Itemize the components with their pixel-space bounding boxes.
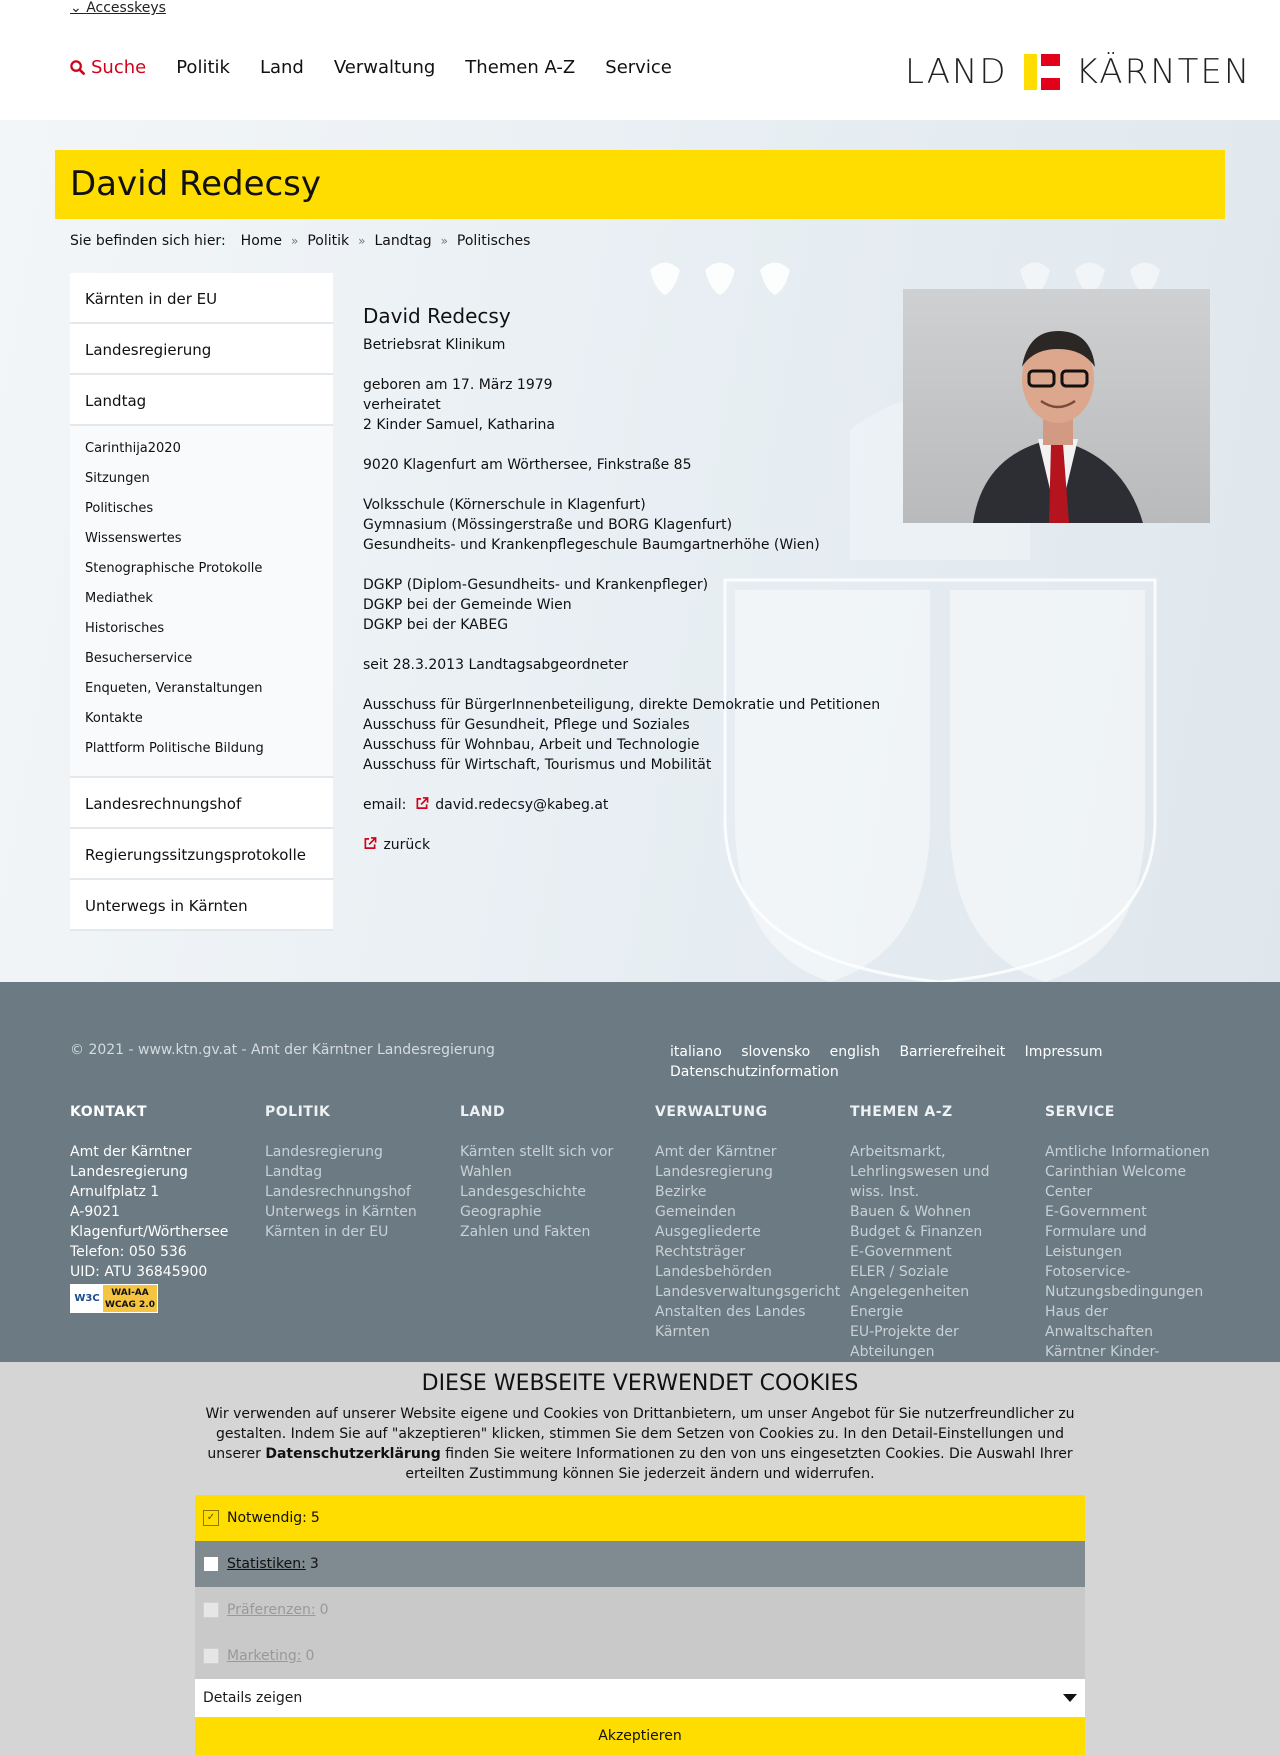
committee-line: Ausschuss für Gesundheit, Pflege und Soziales — [363, 717, 690, 733]
cookie-option-count: 5 — [310, 1510, 320, 1526]
education-line: Gymnasium (Mössingerstraße und BORG Klagenfurt) — [363, 517, 733, 533]
nav-search[interactable] — [70, 57, 146, 78]
profile-marital: verheiratet — [363, 397, 441, 413]
portrait-image — [903, 289, 1210, 523]
accesskeys-label: Accesskeys — [86, 0, 166, 16]
committee-line: Ausschuss für BürgerInnenbeteiligung, direkte Demokratie und Petitionen — [363, 697, 881, 713]
nav-search-label: Suche — [91, 57, 147, 78]
privacy-policy-link[interactable]: Datenschutzerklärung — [265, 1446, 441, 1462]
submenu-item[interactable]: Stenographische Protokolle — [85, 561, 263, 576]
contact-line: Klagenfurt/Wörthersee — [70, 1224, 229, 1240]
footer-item[interactable]: Unterwegs in Kärnten — [265, 1204, 417, 1220]
nav-themen[interactable]: Themen A-Z — [465, 57, 576, 78]
submenu-item[interactable]: Historisches — [85, 621, 165, 636]
profile-photo — [903, 289, 1210, 523]
footer-item[interactable]: Abteilungen — [850, 1344, 935, 1360]
cookie-banner — [0, 1362, 1280, 1755]
site-footer — [0, 982, 1280, 1362]
footer-item[interactable]: Amtliche Informationen — [1045, 1144, 1210, 1160]
profile-birth: geboren am 17. März 1979 — [363, 377, 553, 393]
email-link[interactable]: david.redecsy@kabeg.at — [435, 797, 609, 813]
committee-line: Ausschuss für Wohnbau, Arbeit und Technologie — [363, 737, 700, 753]
search-icon — [70, 60, 85, 75]
breadcrumb-home[interactable]: Home — [240, 233, 283, 249]
details-toggle[interactable] — [195, 1679, 1085, 1717]
cookie-option-label: Notwendig: — [227, 1510, 307, 1526]
footer-item[interactable]: Landesbehörden — [655, 1264, 772, 1280]
email-label: email: — [363, 797, 407, 813]
footer-item[interactable]: Kärnten stellt sich vor — [460, 1144, 614, 1160]
footer-service — [1045, 1102, 1235, 1362]
breadcrumb-landtag[interactable]: Landtag — [374, 233, 432, 249]
footer-item[interactable]: Budget & Finanzen — [850, 1224, 983, 1240]
sidebar-item-protokolle[interactable]: Regierungssitzungsprotokolle — [70, 829, 333, 880]
wcag-badge[interactable] — [70, 1284, 158, 1313]
nav-land[interactable]: Land — [259, 57, 304, 78]
footer-verwaltung — [655, 1102, 845, 1342]
main-nav — [70, 57, 672, 78]
sidebar-nav — [70, 273, 333, 931]
footer-heading: KONTAKT — [70, 1104, 148, 1120]
committee-line: Ausschuss für Wirtschaft, Tourismus und Mobilität — [363, 757, 712, 773]
footer-item[interactable]: Geographie — [460, 1204, 542, 1220]
accept-button[interactable]: Akzeptieren — [195, 1717, 1085, 1755]
footer-item[interactable]: Angelegenheiten — [850, 1284, 970, 1300]
footer-item[interactable]: EU-Projekte der — [850, 1324, 959, 1340]
site-header — [0, 0, 1280, 120]
education-line: Volksschule (Körnerschule in Klagenfurt) — [363, 497, 646, 513]
footer-item[interactable]: Gemeinden — [655, 1204, 736, 1220]
cookie-option-statistics[interactable] — [195, 1541, 1085, 1587]
sidebar-item-landesrechnungshof[interactable]: Landesrechnungshof — [70, 778, 333, 829]
footer-themen — [850, 1102, 1040, 1362]
footer-item[interactable]: Fotoservice- — [1045, 1264, 1131, 1280]
contact-line: Amt der Kärntner — [70, 1144, 192, 1160]
sidebar-item-unterwegs[interactable]: Unterwegs in Kärnten — [70, 880, 333, 931]
footer-land — [460, 1102, 650, 1242]
footer-item[interactable]: Bezirke — [655, 1184, 707, 1200]
sidebar-item-landesregierung[interactable]: Landesregierung — [70, 324, 333, 375]
main-area — [0, 120, 1280, 982]
profile-role: Betriebsrat Klinikum — [363, 337, 506, 353]
cookie-title: DIESE WEBSEITE VERWENDET COOKIES — [421, 1371, 859, 1396]
checkbox-icon[interactable] — [203, 1602, 219, 1618]
logo-land: LAND — [905, 52, 1008, 92]
site-logo[interactable] — [905, 52, 1251, 92]
career-line: DGKP bei der Gemeinde Wien — [363, 597, 572, 613]
external-link-icon — [363, 837, 377, 850]
cookie-text-part: finden Sie weitere Informationen zu den von uns eingesetzten Cookies. Die Auswahl Ihrer erteilten Zustimmung können Sie jederzeit ändern und widerrufen. — [405, 1446, 1073, 1482]
footer-copyright: © 2021 - www.ktn.gv.at - Amt der Kärntner Landesregierung — [70, 1042, 495, 1058]
footer-link[interactable]: english — [829, 1044, 880, 1060]
back-link[interactable] — [363, 835, 883, 855]
checkbox-icon[interactable] — [203, 1556, 219, 1572]
checkbox-checked-icon[interactable]: ✓ — [203, 1510, 219, 1526]
footer-item[interactable]: Rechtsträger — [655, 1244, 746, 1260]
sidebar-item-landtag[interactable]: Landtag — [70, 375, 333, 426]
breadcrumb-politisches[interactable]: Politisches — [456, 233, 531, 249]
cookie-option-marketing[interactable] — [195, 1633, 1085, 1679]
profile-children: 2 Kinder Samuel, Katharina — [363, 417, 555, 433]
footer-item[interactable]: Haus der — [1045, 1304, 1108, 1320]
footer-item[interactable]: Energie — [850, 1304, 904, 1320]
contact-line: Telefon: 050 536 — [70, 1244, 187, 1260]
chevron-right-icon: » — [440, 234, 448, 248]
cookie-text — [195, 1404, 1085, 1484]
education-line: Gesundheits- und Krankenpflegeschule Baumgartnerhöhe (Wien) — [363, 537, 820, 553]
contact-line: Landesregierung — [70, 1164, 188, 1180]
sidebar-item-eu[interactable]: Kärnten in der EU — [70, 273, 333, 324]
footer-item[interactable]: Landesrechnungshof — [265, 1184, 411, 1200]
footer-link[interactable]: Barrierefreiheit — [899, 1044, 1006, 1060]
chevron-right-icon: » — [358, 234, 366, 248]
footer-link[interactable]: Impressum — [1024, 1044, 1103, 1060]
submenu-item[interactable]: Enqueten, Veranstaltungen — [85, 681, 263, 696]
back-label: zurück — [383, 837, 431, 853]
cookie-option-preferences[interactable] — [195, 1587, 1085, 1633]
w3c-icon: W3C — [71, 1285, 103, 1312]
cookie-option-count: 0 — [319, 1602, 329, 1618]
submenu-item[interactable]: Sitzungen — [85, 471, 150, 486]
footer-item[interactable]: Nutzungsbedingungen — [1045, 1284, 1204, 1300]
footer-item[interactable]: wiss. Inst. — [850, 1184, 920, 1200]
accesskeys-link[interactable]: ⌄ Accesskeys — [70, 0, 166, 16]
footer-item[interactable]: Center — [1045, 1184, 1093, 1200]
submenu-item[interactable]: Carinthija2020 — [85, 441, 181, 456]
submenu-item[interactable]: Mediathek — [85, 591, 153, 606]
footer-item[interactable]: E-Government — [1045, 1204, 1147, 1220]
footer-item[interactable]: Amt der Kärntner — [655, 1144, 777, 1160]
flag-icon — [1024, 54, 1060, 90]
page-banner — [55, 150, 1225, 219]
contact-line: A-9021 — [70, 1204, 120, 1220]
footer-item[interactable]: Landesgeschichte — [460, 1184, 586, 1200]
nav-politik[interactable]: Politik — [176, 57, 230, 78]
chevron-right-icon: » — [291, 234, 299, 248]
footer-item[interactable]: Carinthian Welcome — [1045, 1164, 1187, 1180]
cookie-option-count: 0 — [305, 1648, 315, 1664]
breadcrumb — [70, 233, 530, 249]
cookie-option-label[interactable]: Statistiken: — [227, 1556, 306, 1572]
checkbox-icon[interactable] — [203, 1648, 219, 1664]
footer-item[interactable]: Bauen & Wohnen — [850, 1204, 972, 1220]
footer-link[interactable]: slovensko — [741, 1044, 811, 1060]
footer-item[interactable]: Kärntner Kinder- — [1045, 1344, 1160, 1360]
footer-item[interactable]: Landesregierung — [655, 1164, 773, 1180]
contact-line: Arnulfplatz 1 — [70, 1184, 160, 1200]
footer-item[interactable]: Arbeitsmarkt, — [850, 1144, 946, 1160]
footer-item[interactable]: Landtag — [265, 1164, 323, 1180]
footer-heading: POLITIK — [265, 1104, 331, 1120]
footer-link[interactable]: italiano — [670, 1044, 722, 1060]
submenu-item[interactable]: Plattform Politische Bildung — [85, 741, 264, 756]
footer-item[interactable]: Lehrlingswesen und — [850, 1164, 990, 1180]
page-title: David Redecsy — [70, 164, 322, 204]
footer-item[interactable]: Formulare und — [1045, 1224, 1147, 1240]
email-row — [363, 795, 883, 815]
submenu-item[interactable]: Besucherservice — [85, 651, 193, 666]
cookie-option-label[interactable]: Präferenzen: — [227, 1602, 316, 1618]
footer-item[interactable]: Zahlen und Fakten — [460, 1224, 591, 1240]
footer-item[interactable]: Anwaltschaften — [1045, 1324, 1153, 1340]
profile-since: seit 28.3.2013 Landtagsabgeordneter — [363, 657, 629, 673]
cookie-text-part: Wir verwenden auf unserer Website eigene und Cookies von Drittanbietern, um unser Angebot für Sie nutzerfreundlicher zu gestalten. Indem Sie auf "akzeptieren" klicken, stimmen Sie dem Setzen von Cookies zu. In den Detail-Einstellungen und unserer — [205, 1406, 1075, 1462]
footer-item[interactable]: Leistungen — [1045, 1244, 1122, 1260]
contact-line: UID: ATU 36845900 — [70, 1264, 208, 1280]
footer-item[interactable]: Anstalten des Landes — [655, 1304, 806, 1320]
submenu-item[interactable]: Politisches — [85, 501, 154, 516]
footer-item[interactable]: ELER / Soziale — [850, 1264, 949, 1280]
logo-kaernten: KÄRNTEN — [1075, 52, 1252, 92]
footer-item[interactable]: Landesregierung — [265, 1144, 383, 1160]
caret-down-icon — [1063, 1694, 1077, 1702]
footer-heading: VERWALTUNG — [655, 1104, 768, 1120]
sidebar-submenu — [70, 426, 333, 778]
career-line: DGKP (Diplom-Gesundheits- und Krankenpfleger) — [363, 577, 709, 593]
external-link-icon — [415, 797, 429, 810]
profile-content — [363, 303, 883, 855]
submenu-item[interactable]: Wissenswertes — [85, 531, 182, 546]
profile-name: David Redecsy — [363, 304, 511, 328]
career-line: DGKP bei der KABEG — [363, 617, 509, 633]
footer-heading: SERVICE — [1045, 1104, 1115, 1120]
breadcrumb-label: Sie befinden sich hier: — [70, 233, 226, 249]
footer-contact — [70, 1102, 260, 1313]
footer-item[interactable]: Wahlen — [460, 1164, 512, 1180]
cookie-option-count: 3 — [309, 1556, 319, 1572]
nav-verwaltung[interactable]: Verwaltung — [333, 57, 436, 78]
footer-item[interactable]: Ausgegliederte — [655, 1224, 761, 1240]
profile-address: 9020 Klagenfurt am Wörthersee, Finkstraße 85 — [363, 457, 692, 473]
footer-item[interactable]: Landesverwaltungsgericht — [655, 1284, 841, 1300]
footer-item[interactable]: Kärnten — [655, 1324, 710, 1340]
breadcrumb-politik[interactable]: Politik — [307, 233, 350, 249]
wcag-label: WAI-AA WCAG 2.0 — [103, 1285, 157, 1312]
submenu-item[interactable]: Kontakte — [85, 711, 143, 726]
cookie-option-label[interactable]: Marketing: — [227, 1648, 302, 1664]
footer-heading: LAND — [460, 1104, 506, 1120]
footer-heading: THEMEN A-Z — [850, 1104, 953, 1120]
footer-item[interactable]: Kärnten in der EU — [265, 1224, 389, 1240]
footer-politik — [265, 1102, 455, 1242]
cookie-option-necessary[interactable] — [195, 1495, 1085, 1541]
details-label: Details zeigen — [203, 1690, 303, 1706]
footer-link[interactable]: Datenschutzinformation — [670, 1064, 839, 1080]
nav-service[interactable]: Service — [605, 57, 672, 78]
footer-item[interactable]: E-Government — [850, 1244, 952, 1260]
footer-links — [670, 1042, 1120, 1082]
